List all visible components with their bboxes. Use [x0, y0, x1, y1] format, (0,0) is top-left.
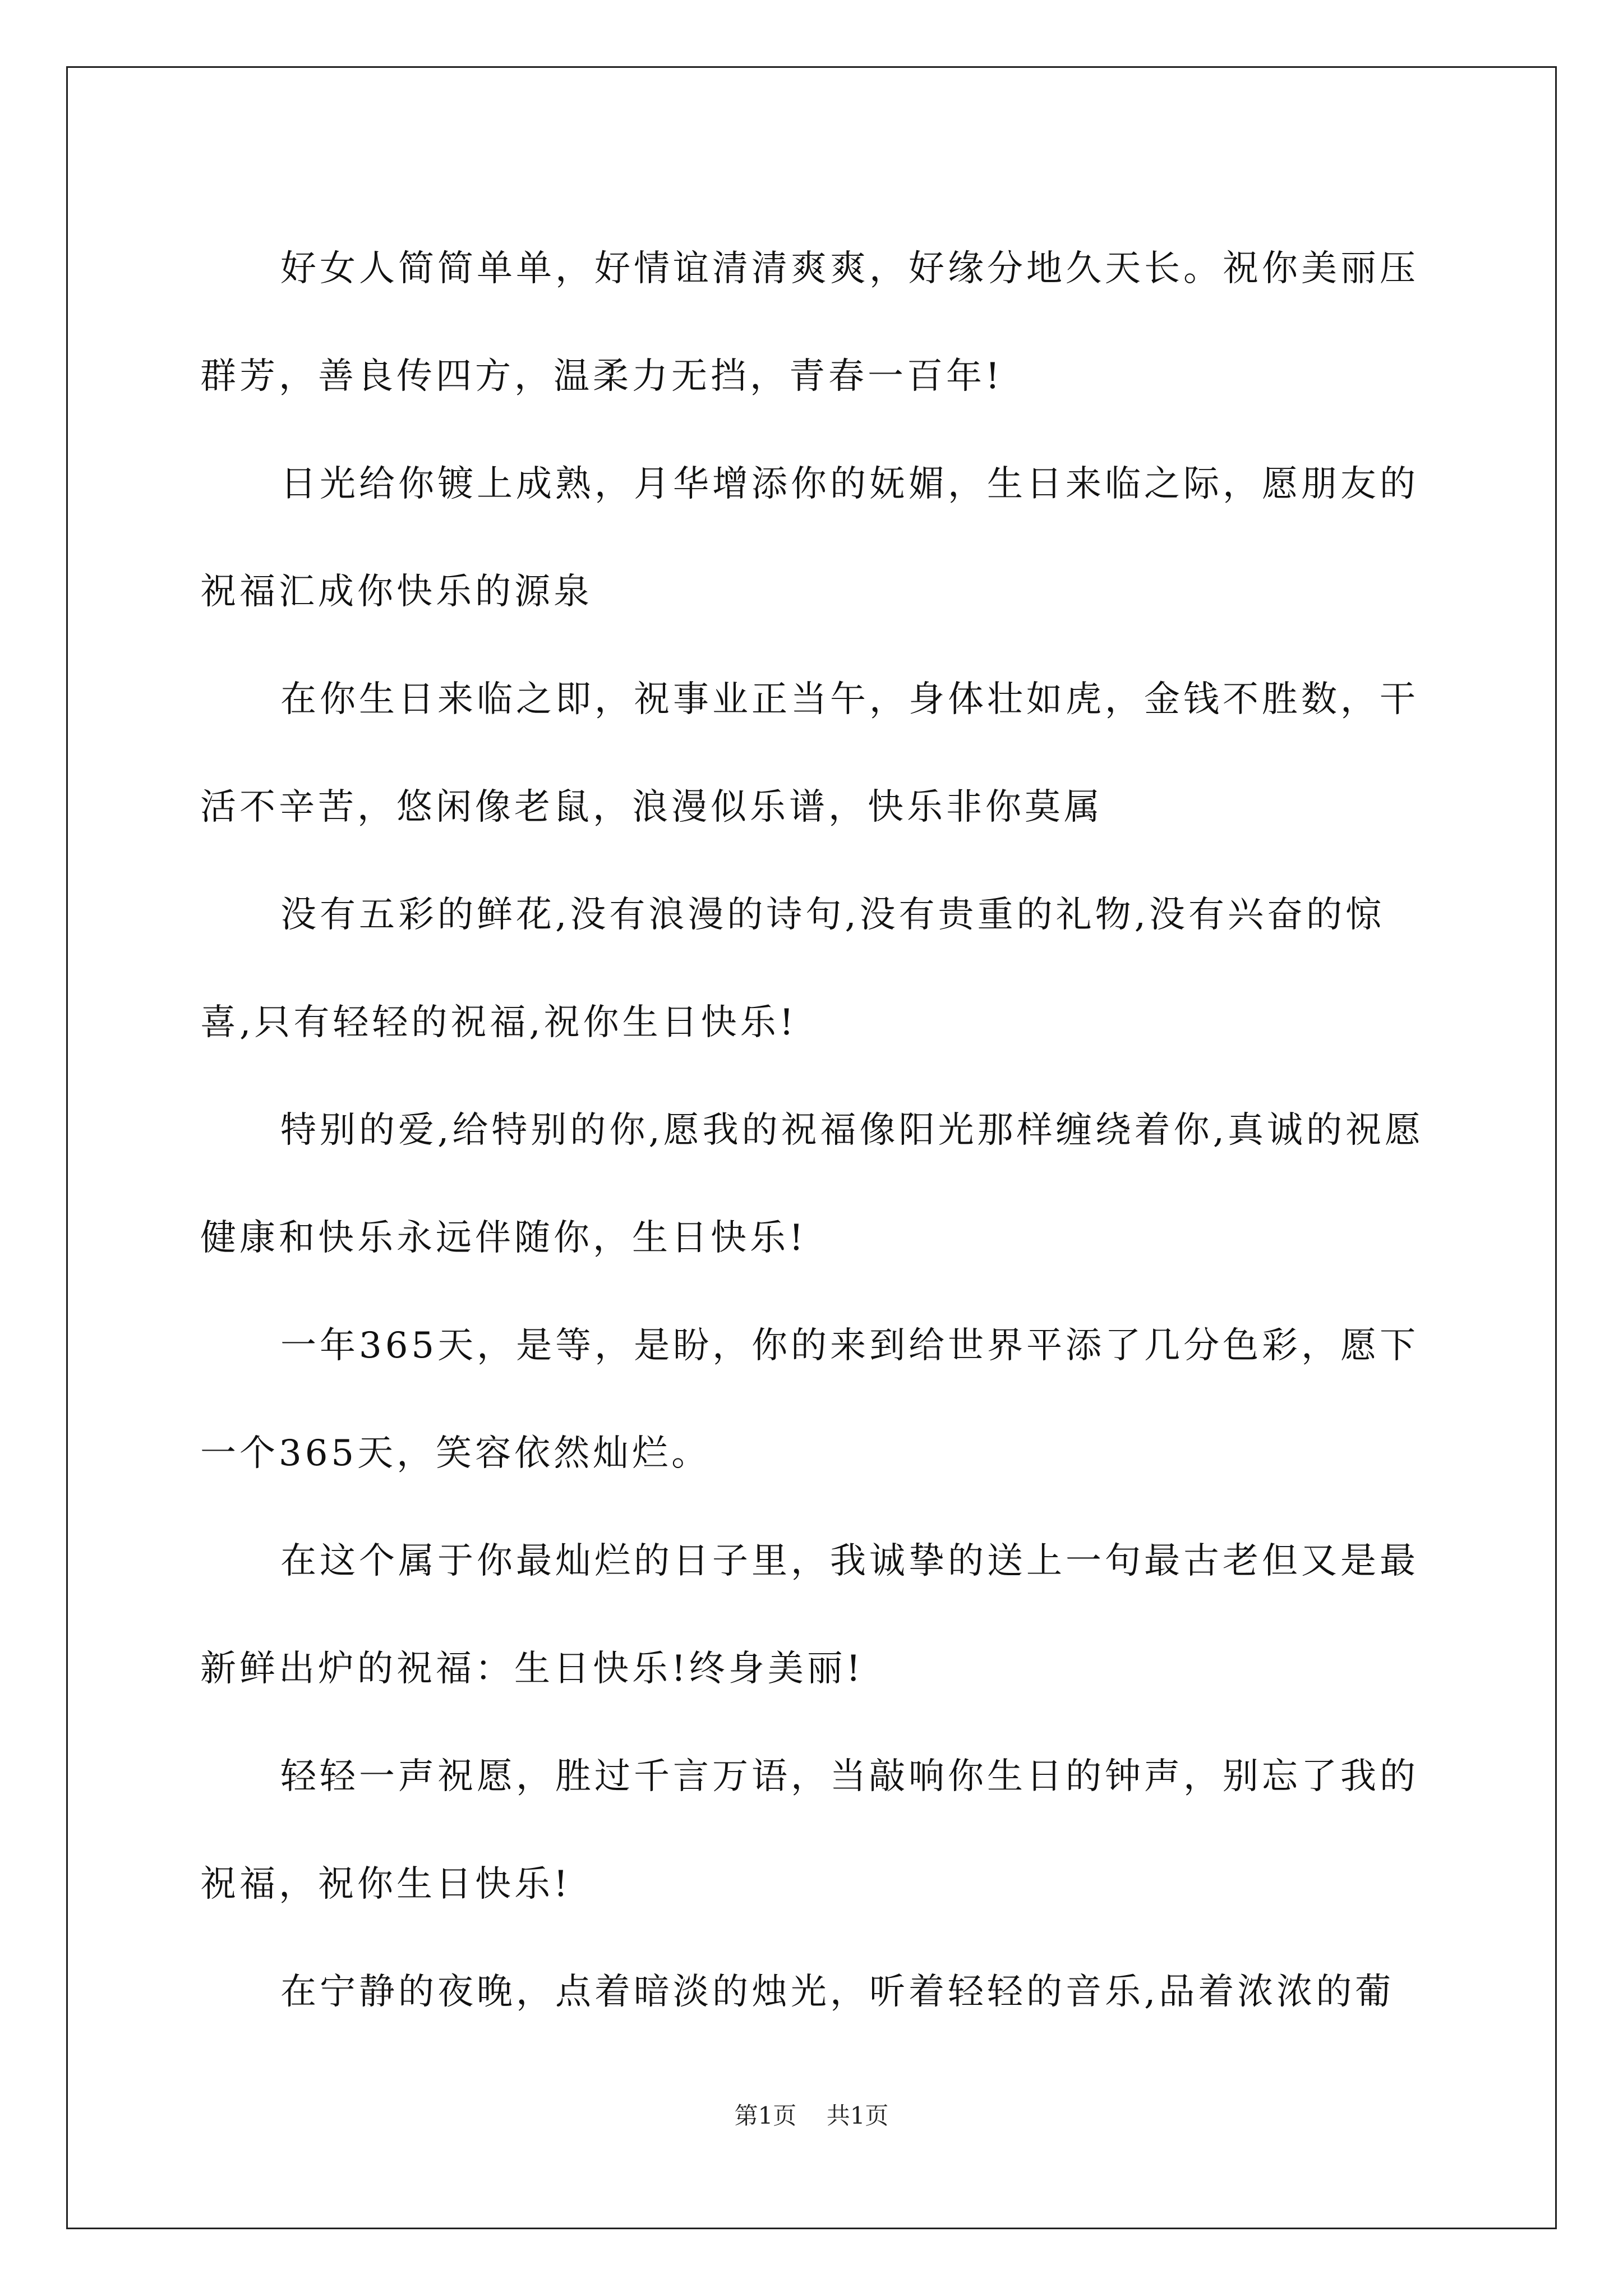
document-body [200, 215, 1427, 2046]
paragraph-2: 日光给你镀上成熟，月华增添你的妩媚，生日来临之际，愿朋友的祝福汇成你快乐的源泉 [200, 463, 1419, 613]
paragraph-1: 好女人简简单单，好情谊清清爽爽，好缘分地久天长。祝你美丽压群芳，善良传四方，温柔力无挡，青春一百年! [200, 248, 1419, 397]
paragraph-8: 轻轻一声祝愿，胜过千言万语，当敲响你生日的钟声，别忘了我的祝福，祝你生日快乐! [200, 1756, 1419, 1905]
page-number-current: 第1页 [734, 2102, 797, 2129]
paragraph-9: 在宁静的夜晚，点着暗淡的烛光，听着轻轻的音乐,品着浓浓的葡 [280, 1971, 1395, 2013]
paragraph-6: 一年365天，是等，是盼，你的来到给世界平添了几分色彩，愿下一个365天，笑容依然灿烂。 [200, 1325, 1419, 1474]
page-number-total: 共1页 [826, 2102, 889, 2129]
paragraph-3: 在你生日来临之即，祝事业正当午，身体壮如虎，金钱不胜数，干活不辛苦，悠闲像老鼠，浪漫似乐谱，快乐非你莫属 [200, 679, 1419, 828]
paragraph-5: 特别的爱,给特别的你,愿我的祝福像阳光那样缠绕着你,真诚的祝愿健康和快乐永远伴随你，生日快乐! [200, 1110, 1424, 1259]
page-footer [0, 2099, 1623, 2133]
paragraph-4: 没有五彩的鲜花,没有浪漫的诗句,没有贵重的礼物,没有兴奋的惊喜,只有轻轻的祝福,祝你生日快乐! [200, 894, 1385, 1043]
paragraph-7: 在这个属于你最灿烂的日子里，我诚挚的送上一句最古老但又是最新鲜出炉的祝福：生日快乐!终身美丽! [200, 1540, 1419, 1690]
